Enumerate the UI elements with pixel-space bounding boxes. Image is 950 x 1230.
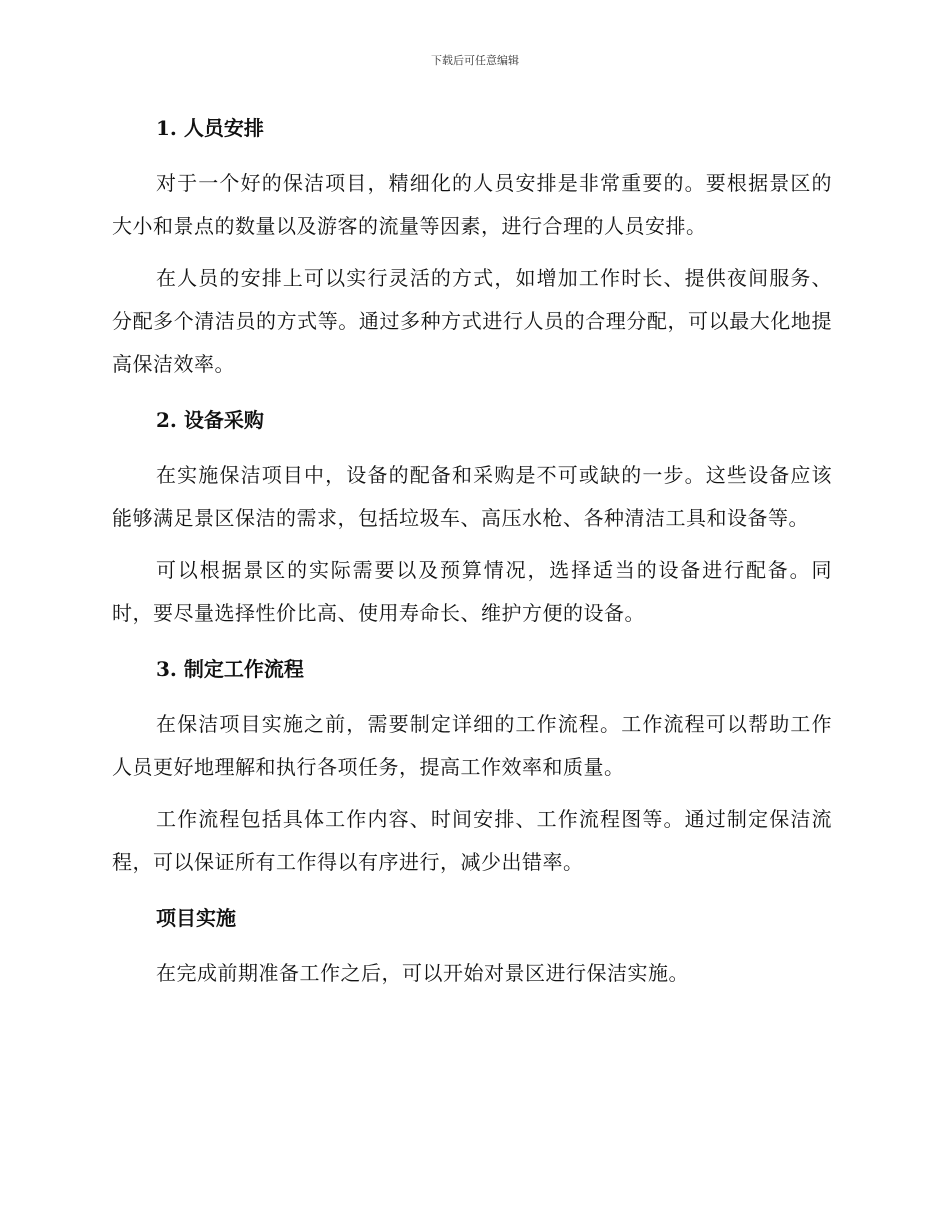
paragraph: 在完成前期准备工作之后，可以开始对景区进行保洁实施。 xyxy=(156,961,689,985)
paragraph: 在人员的安排上可以实行灵活的方式，如增加工作时长、提供夜间服务、分配多个清洁员的方式等。通过多种方式进行人员的合理分配，可以最大化地提高保洁效率。 xyxy=(112,266,832,376)
paragraph: 对于一个好的保洁项目，精细化的人员安排是非常重要的。要根据景区的大小和景点的数量以及游客的流量等因素，进行合理的人员安排。 xyxy=(112,171,832,238)
document-body xyxy=(112,108,832,995)
page-header: 下载后可任意编辑 xyxy=(431,54,519,67)
paragraph: 在实施保洁项目中，设备的配备和采购是不可或缺的一步。这些设备应该能够满足景区保洁的需求，包括垃圾车、高压水枪、各种清洁工具和设备等。 xyxy=(112,463,832,530)
paragraph: 可以根据景区的实际需要以及预算情况，选择适当的设备进行配备。同时，要尽量选择性价比高、使用寿命长、维护方便的设备。 xyxy=(112,558,832,625)
section-heading-workflow: 3. 制定工作流程 xyxy=(156,657,304,681)
section-heading-staffing: 1. 人员安排 xyxy=(156,116,264,140)
section-heading-equipment: 2. 设备采购 xyxy=(156,408,264,432)
section-heading-implementation: 项目实施 xyxy=(156,906,236,930)
paragraph: 在保洁项目实施之前，需要制定详细的工作流程。工作流程可以帮助工作人员更好地理解和执行各项任务，提高工作效率和质量。 xyxy=(112,712,832,779)
paragraph: 工作流程包括具体工作内容、时间安排、工作流程图等。通过制定保洁流程，可以保证所有工作得以有序进行，减少出错率。 xyxy=(112,807,832,874)
